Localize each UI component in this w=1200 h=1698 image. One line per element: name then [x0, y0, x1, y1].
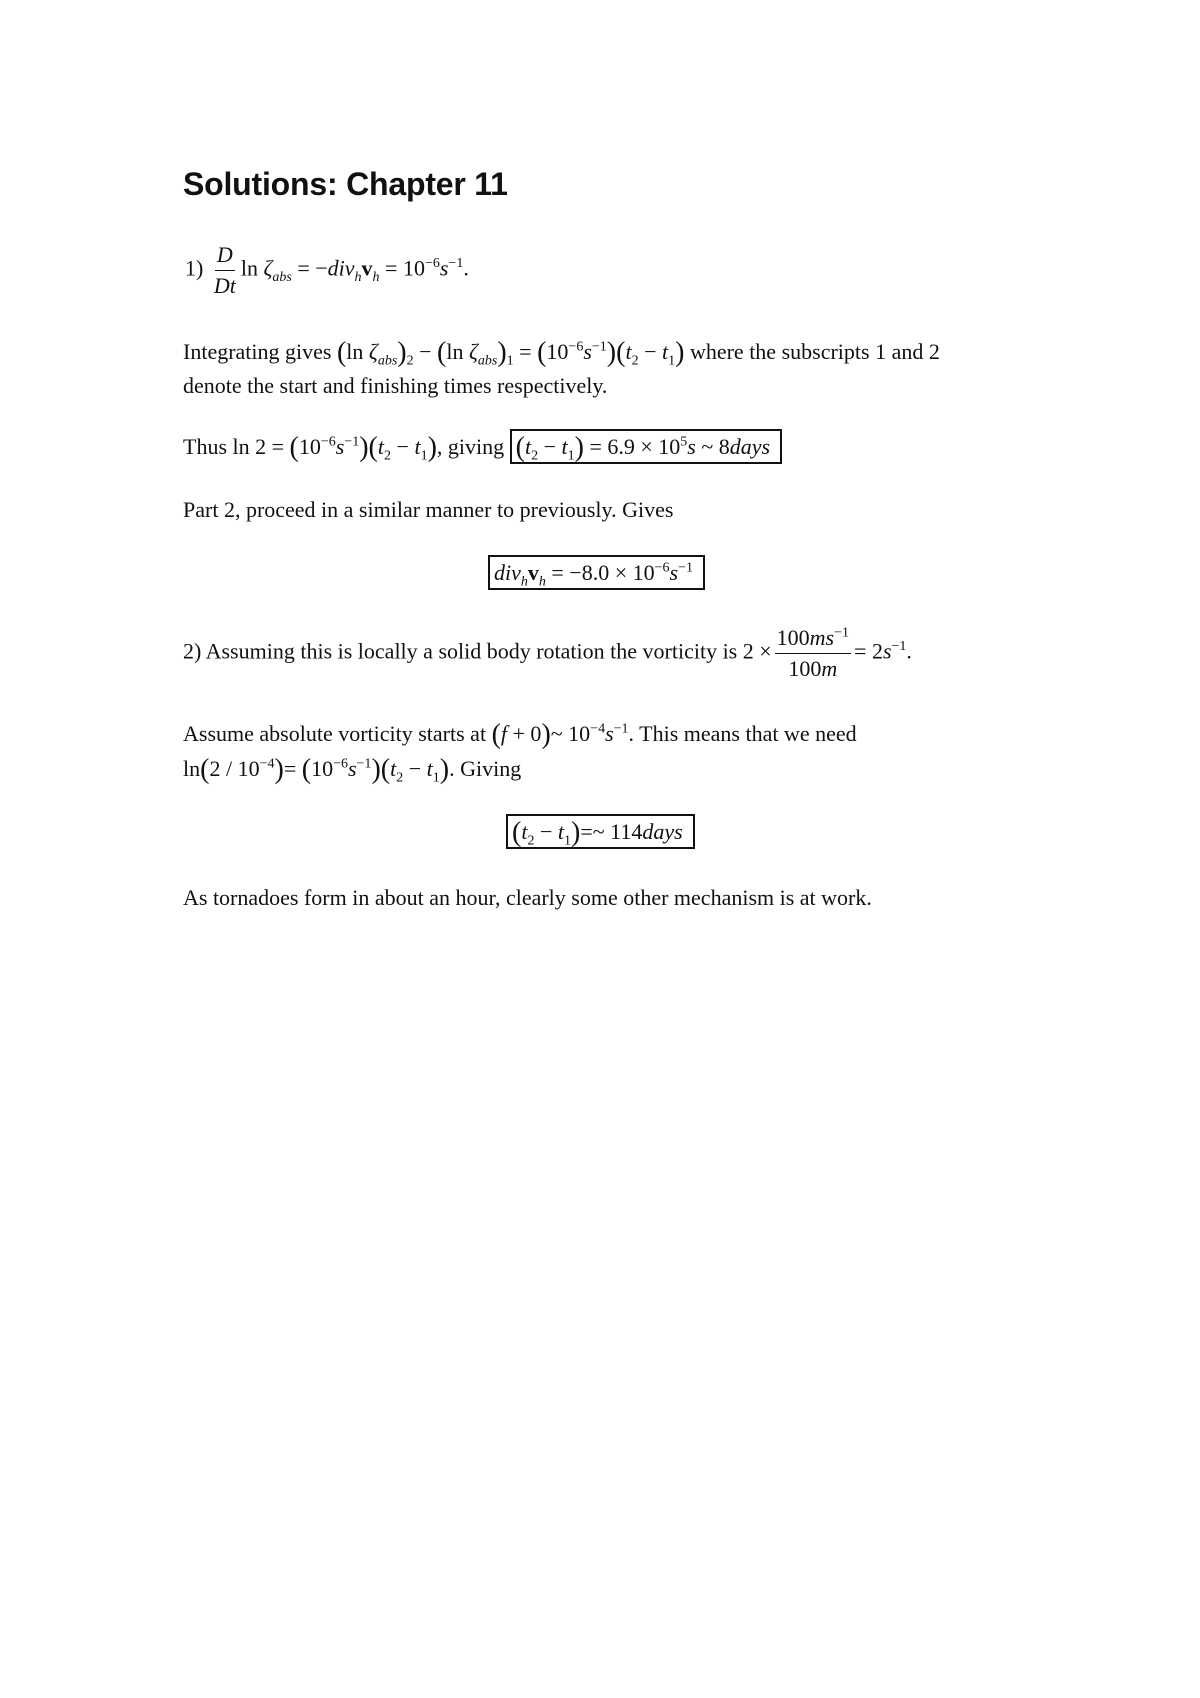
equation-1: 1) $\frac{D}{Dt}$ $\ln \zeta_{abs} = -div_hv_h = 10^{-6}s^{-1}$.	[185, 242, 469, 298]
integrating-line-2: denote the start and finishing times respectively.	[183, 373, 608, 398]
integrated-equation: (ln $\zeta_{abs})_2 - (\ln$ $\zeta_{abs})_1 = (10^{-6}s^{-1})(t_2 - t_1)$	[336, 337, 685, 369]
answer-2-line	[488, 559, 705, 590]
answer-3-box: ($t_2$ − $t_1)=\sim$ 114days	[506, 814, 695, 849]
ln-line: $\ln(2 / 10^{-4})= (10^{-6}s^{-1})(t_2 - t_1)$. Giving	[183, 754, 522, 786]
part-2-text: Part 2, proceed in a similar manner to previously. Gives	[183, 497, 674, 522]
question-2-line: 2) Assuming this is locally a solid body rotation the vorticity is 2 × $\frac{100ms^{-1}}{100m}$ = $2s^{-1}$.	[183, 625, 912, 681]
answer-1-box: $(t_2 - t_1) = 6.9 \times 10^5s$ ~ 8days	[510, 429, 782, 464]
assume-line: Assume absolute vorticity starts at (f + 0)~ $10^{-4}s^{-1}$. This means that we need	[183, 719, 857, 750]
vorticity-fraction: $\frac{100ms^{-1}}{100m}$	[776, 625, 850, 681]
answer-2-box: $div_hv_h = -8.0 \times 10^{-6}s^{-1}$	[488, 555, 705, 590]
material-derivative: $\frac{D}{Dt}$	[213, 242, 236, 298]
conclusion-text: As tornadoes form in about an hour, clearly some other mechanism is at work.	[183, 885, 872, 910]
page-title: Solutions: Chapter 11	[183, 166, 508, 202]
question-1-label: 1)	[185, 255, 204, 281]
thus-line: Thus $\ln 2 = (10^{-6}s^{-1})(t_2 - t_1)$, giving $(t_2 - t_1) = 6.9 \times 10^5s$ ~ 8days	[183, 433, 782, 462]
integrating-line: Integrating gives (ln $\zeta_{abs})_2 - (\ln$ $\zeta_{abs})_1 = (10^{-6}s^{-1})(t_2 - t_1)$ where the subscripts 1 and 2	[183, 337, 940, 369]
answer-3-line	[506, 818, 695, 847]
